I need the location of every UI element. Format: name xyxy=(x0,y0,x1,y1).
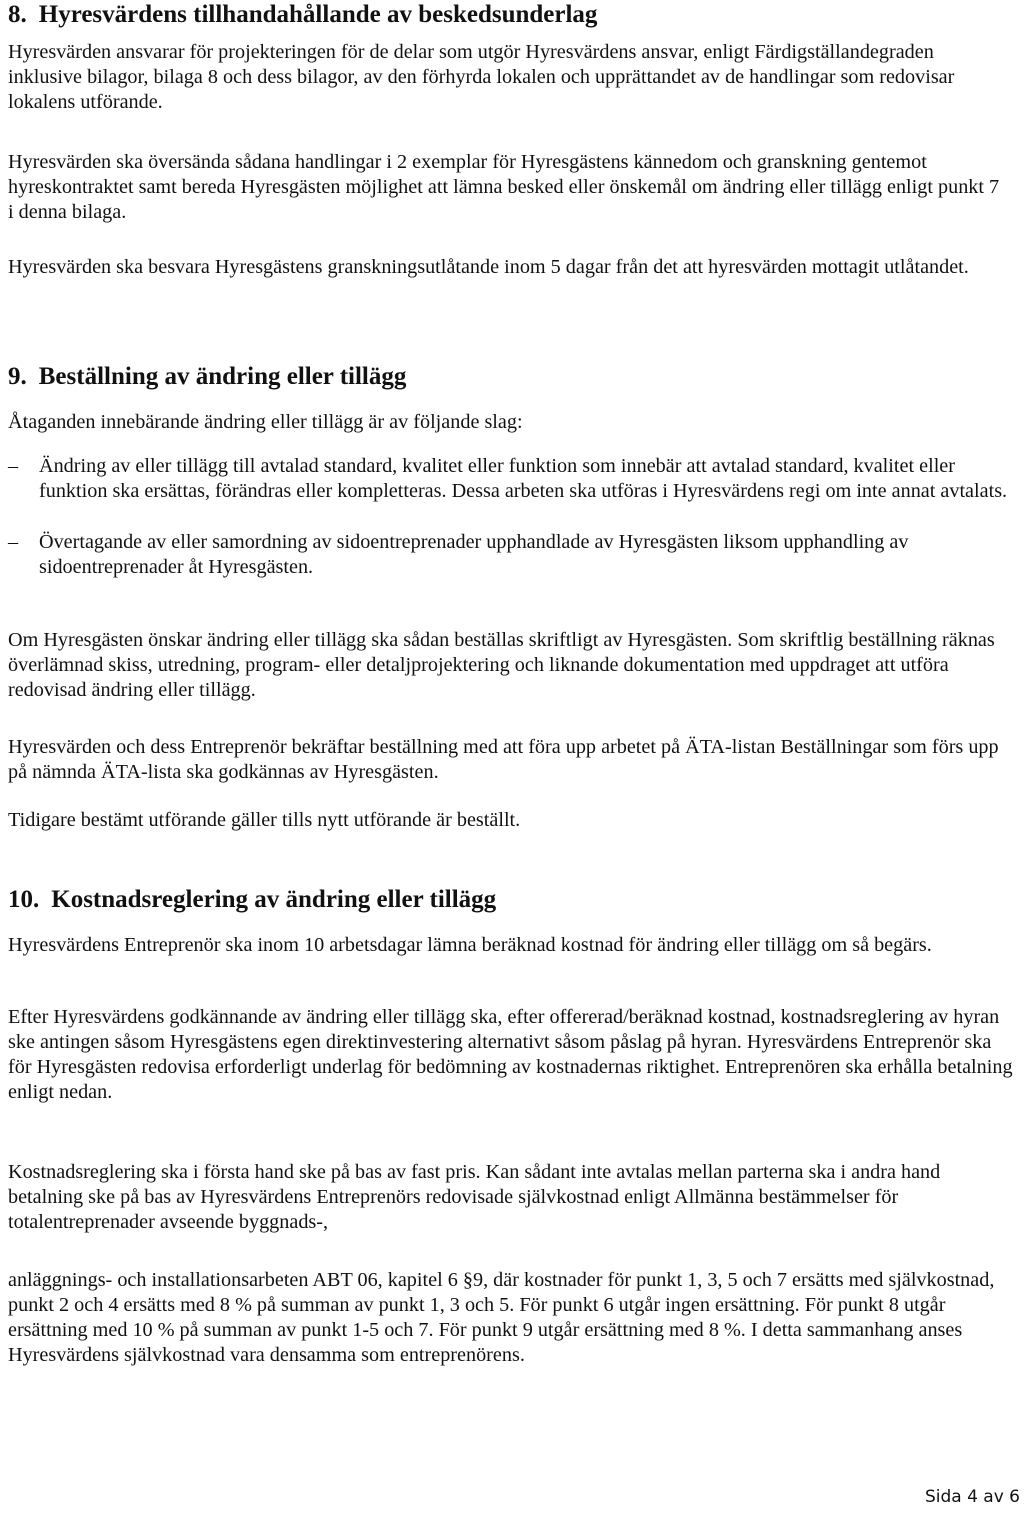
paragraph: Hyresvärden ansvarar för projekteringen för de delar som utgör Hyresvärdens ansvar, enligt Färdigställandegraden inklusive bilagor, bilaga 8 och dess bilagor, av den förhyrda lokalen och upprättandet av de handlingar som redovisar lokalens utförande. xyxy=(8,41,955,113)
section-number: 8. xyxy=(8,1,27,28)
section-title: Beställning av ändring eller tillägg xyxy=(38,363,407,390)
paragraph: Kostnadsreglering ska i första hand ske på bas av fast pris. Kan sådant inte avtalas mellan parterna ska i andra hand betalning ske på bas av Hyresvärdens Entreprenörs redovisade självkostnad enligt Allmänna bestämmelser för totalentreprenader avseende byggnads-, xyxy=(8,1161,941,1233)
section-title: Hyresvärdens tillhandahållande av beskedsunderlag xyxy=(38,1,598,28)
list-item-text: Övertagande av eller samordning av sidoentreprenader upphandlade av Hyresgästen liksom upphandling av sidoentreprenader åt Hyresgästen. xyxy=(39,531,909,578)
list-item-text: Ändring av eller tillägg till avtalad standard, kvalitet eller funktion som innebär att avtalad standard, kvalitet eller funktion ska ersättas, förändras eller kompletteras. Dessa arbeten ska utföras i Hyresvärdens regi om inte annat avtalats. xyxy=(39,455,1008,502)
section-8-heading xyxy=(8,0,597,30)
list-item xyxy=(8,530,1013,580)
section-9-heading xyxy=(8,362,406,392)
list-item xyxy=(8,454,1013,504)
dash-bullet: – xyxy=(8,455,19,477)
paragraph: Efter Hyresvärdens godkännande av ändring eller tillägg ska, efter offererad/beräknad kostnad, kostnadsreglering av hyran ske antingen såsom Hyresgästens egen direktinvestering alternativt såsom påslag på hyran. Hyresvärdens Entreprenör ska för Hyresgästen redovisa erforderligt underlag för bedömning av kostnadernas riktighet. Entreprenören ska erhålla betalning enligt nedan. xyxy=(8,1006,1013,1103)
paragraph: Hyresvärden och dess Entreprenör bekräftar beställning med att föra upp arbetet på ÄTA-listan Beställningar som förs upp på nämnda ÄTA-lista ska godkännas av Hyresgästen. xyxy=(8,736,999,783)
section-intro: Åtaganden innebärande ändring eller tillägg är av följande slag: xyxy=(8,411,523,433)
page-number: Sida 4 av 6 xyxy=(924,1487,1020,1507)
section-number: 9. xyxy=(8,363,27,390)
paragraph: Hyresvärden ska besvara Hyresgästens granskningsutlåtande inom 5 dagar från det att hyresvärden mottagit utlåtandet. xyxy=(8,256,969,278)
dash-bullet: – xyxy=(8,531,19,553)
paragraph: Hyresvärden ska översända sådana handlingar i 2 exemplar för Hyresgästens kännedom och granskning gentemot hyreskontraktet samt bereda Hyresgästen möjlighet att lämna besked eller önskemål om ändring eller tillägg enligt punkt 7 i denna bilaga. xyxy=(8,151,1000,223)
section-title: Kostnadsreglering av ändring eller tillägg xyxy=(51,886,497,913)
section-10-heading xyxy=(8,885,496,915)
paragraph: Tidigare bestämt utförande gäller tills nytt utförande är beställt. xyxy=(8,809,521,831)
paragraph: Om Hyresgästen önskar ändring eller tillägg ska sådan beställas skriftligt av Hyresgästen. Som skriftlig beställning räknas överlämnad skiss, utredning, program- eller detaljprojektering och liknande dokumentation med uppdraget att utföra redovisad ändring eller tillägg. xyxy=(8,629,995,701)
bullet-list xyxy=(8,454,1013,580)
section-number: 10. xyxy=(8,886,40,913)
paragraph: anläggnings- och installationsarbeten ABT 06, kapitel 6 §9, där kostnader för punkt 1, 3, 5 och 7 ersätts med självkostnad, punkt 2 och 4 ersätts med 8 % på summan av punkt 1, 3 och 5. För punkt 6 utgår ingen ersättning. För punkt 8 utgår ersättning med 10 % på summan av punkt 1-5 och 7. För punkt 9 utgår ersättning med 8 %. I detta sammanhang anses Hyresvärdens självkostnad vara densamma som entreprenörens. xyxy=(8,1269,995,1366)
paragraph: Hyresvärdens Entreprenör ska inom 10 arbetsdagar lämna beräknad kostnad för ändring eller tillägg om så begärs. xyxy=(8,934,932,956)
